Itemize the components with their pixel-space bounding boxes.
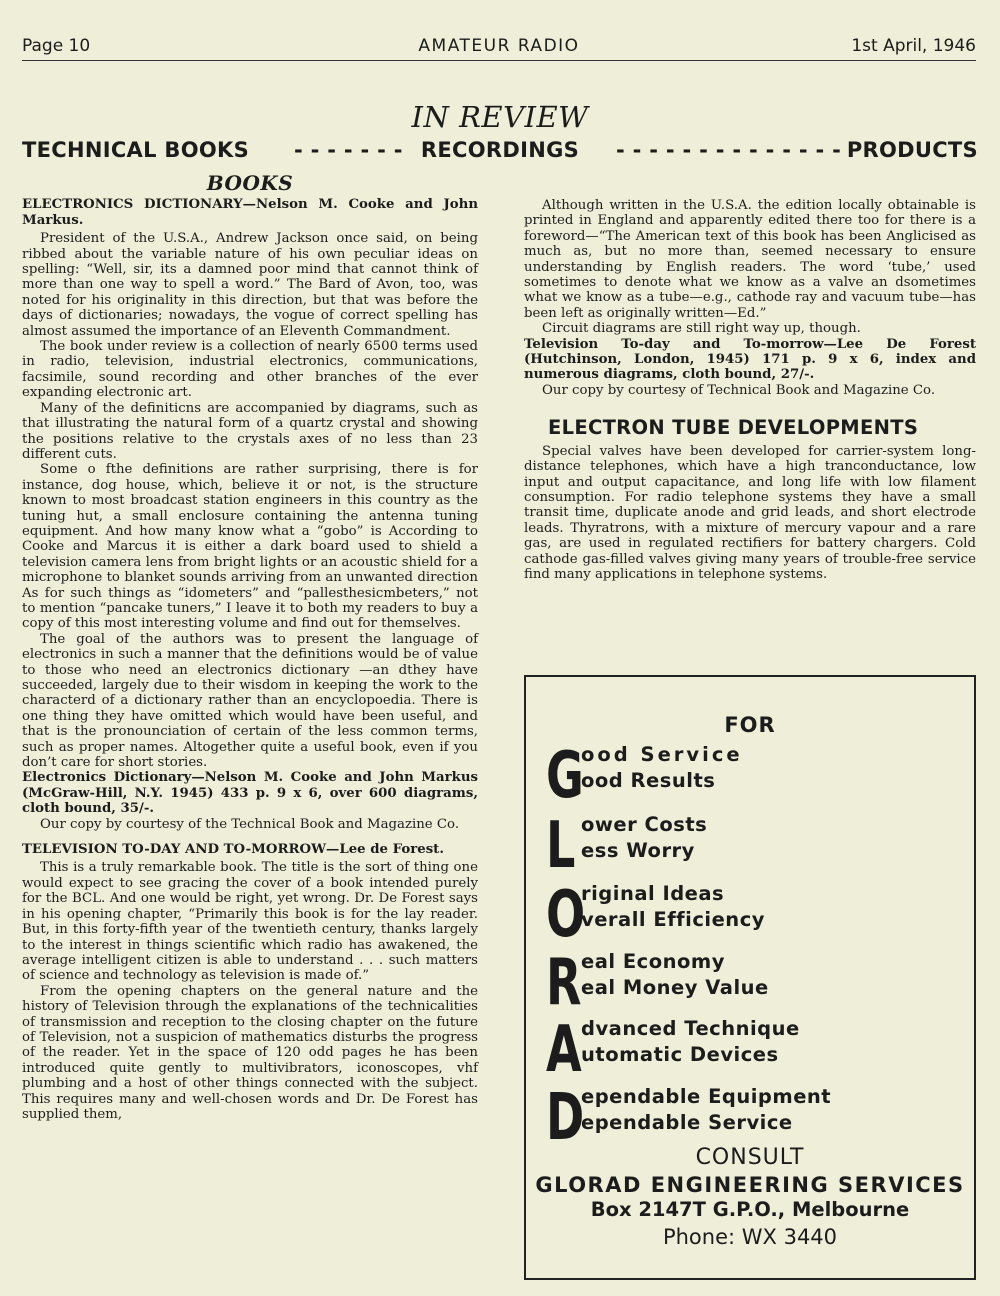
ad-consult: CONSULT [695,1145,805,1170]
book-reference: Electronics Dictionary—Nelson M. Cooke and John Markus (McGraw-Hill, N.Y. 1945) 433 p. 9 x 6, over 600 diagrams, cloth bound, 35/-. [22,770,478,817]
ad-initial: G [546,739,584,813]
ad-line: eal Money Value [581,976,769,999]
ad-group-g [546,739,964,813]
ad-line: ood Results [581,769,716,792]
ad-initial: R [546,946,582,1020]
glorad-advertisement [524,675,976,1280]
ad-company-name: GLORAD ENGINEERING SERVICES [535,1173,965,1197]
section-banner [22,138,978,168]
article-paragraph: The book under review is a collection of nearly 6500 terms used in radio, television, industrial electronics, communications, facsimile, sound recording and other branches of the ever expanding electronic art. [22,339,478,401]
issue-date: 1st April, 1946 [851,36,976,56]
ad-address: Box 2147T G.P.O., Melbourne [590,1198,910,1221]
left-column [22,172,478,1122]
ad-group-a [546,1013,964,1087]
ad-initial: A [546,1013,582,1087]
ad-line: riginal Ideas [581,882,725,905]
electron-tube-title: ELECTRON TUBE DEVELOPMENTS [548,416,919,440]
books-title: BOOKS [206,171,294,195]
article-paragraph: President of the U.S.A., Andrew Jackson once said, on being ribbed about the variable nature of his own peculiar ideas on spelling: “Well, sir, its a damned poor mind that cannot think of more than one way to spell a word.” The Bard of Avon, too, was noted for his originality in this direction, but that was before the days of dictionaries; nowadays, the vogue of correct spelling has almost assumed the importance of an Eleventh Commandment. [22,231,478,339]
electron-tube-text: Special valves have been developed for carrier-system long-distance telephones, which have a high tranconductance, low input and output capacitance, and long life with low filament consumption. For radio telephone systems they have a small transit time, duplicate anode and grid leads, and short electrode leads. Thyratrons, with a mixture of mercury vapour and a rare gas, are used in regulated rectifiers for battery chargers. Cold cathode gas-filled valves giving many years of trouble-free service find many applications in telephone systems. [524,443,976,582]
courtesy-note: Our copy by courtesy of the Technical Book and Magazine Co. [40,816,460,832]
magazine-title: AMATEUR RADIO [418,36,580,56]
ad-group-r [546,946,964,1020]
review-title: IN REVIEW [411,100,589,134]
page-number: Page 10 [22,36,91,56]
ad-line: ess Worry [581,839,695,862]
ad-line: ependable Equipment [581,1085,832,1108]
article-paragraph: Many of the definiticns are accompanied by diagrams, such as that illustrating the natural form of a quartz crystal and showing the positions relative to the crystals axes of no less than 23 different cuts. [22,400,478,462]
article-paragraph: Some o fthe definitions are rather surprising, there is for instance, dog house, which, believe it or not, is the structure known to most broadcast station engineers in this country as the tuning hut, a small enclosure containing the antenna tuning equipment. And how many know what a “gobo” is According to Cooke and Marcus it is either a dark board used to shield a television camera lens from bright lights or an acoustic shield for a microphone to blanket sounds arriving from an unwanted direction As for such things as “idometers” and “pallesthesicmbeters,” not to mention “pancake tuners,” I leave it to both my readers to buy a copy of this most interesting volume and find out for themselves. [22,462,478,632]
article-heading: TELEVISION TO-DAY AND TO-MORROW—Lee de Forest. [22,842,444,858]
right-column [524,198,976,582]
ad-line: ood Service [581,743,743,766]
ad-initial: O [546,878,586,952]
ad-line: ependable Service [581,1111,793,1134]
article-paragraph: This is a truly remarkable book. The title is the sort of thing one would expect to see gracing the cover of a book intended purely for the BCL. And one would be right, yet wrong. Dr. De Forest says in his opening chapter, “Primarily this book is for the lay reader. But, in this forty-fifth year of the twentieth century, thanks largely to the interest in things scientific which radio has awakened, the average intelligent citizen is able to understand . . . such matters of science and technology as television is made of.” [22,860,478,984]
section-products: PRODUCTS [846,138,978,162]
section-technical-books: TECHNICAL BOOKS [22,138,250,162]
ad-line: eal Economy [581,950,725,973]
page-header [22,34,976,61]
ad-line: verall Efficiency [581,908,765,931]
courtesy-note: Our copy by courtesy of Technical Book and Magazine Co. [542,382,936,398]
ad-group-o [546,878,964,952]
ad-line: ower Costs [581,813,708,836]
ad-line: dvanced Technique [581,1017,800,1040]
article-paragraph: Circuit diagrams are still right way up, though. [542,321,861,337]
ad-line: utomatic Devices [581,1043,779,1066]
article-paragraph: The goal of the authors was to present the language of electronics in such a manner that the definitions would be of value to those who need an electronics dictionary —an dthey have succeeded, largely due to their wisdom in keeping the work to the characterd of a dictionary rather than an encyclopoedia. There is one thing they have omitted which would have been useful, and that is the pronounciation of certain of the less common terms, such as proper names. Altogether quite a useful book, even if you don’t care for short stories. [22,631,478,771]
ad-for-label: FOR [724,713,776,737]
article-heading: ELECTRONICS DICTIONARY—Nelson M. Cooke and John Markus. [22,197,478,228]
ad-group-l [546,809,964,883]
section-recordings: RECORDINGS [420,138,580,162]
article-paragraph: From the opening chapters on the general nature and the history of Television through the explanations of the technicalities of transmission and reception to the closing chapter on the future of Television, not a suspicion of mathematics disturbs the progress of the reader. Yet in the space of 120 odd pages he has been introduced quite gently to multivibrators, iconoscopes, vhf plumbing and a host of other things connected with the subject. This requires many and well-chosen words and Dr. De Forest has supplied them, [22,983,478,1122]
ad-phone: Phone: WX 3440 [662,1225,838,1249]
article-paragraph: Although written in the U.S.A. the edition locally obtainable is printed in England and apparently edited there too for there is a foreword—“The American text of this book has been Anglicised as much as, but no more than, seemed necessary to ensure understanding by English readers. The word ‘tube,’ used sometimes to denote what we know as a valve an dsometimes what we know as a tube—e.g., cathode ray and vacuum tube—has been left as originally written—Ed.” [524,198,976,321]
ad-initial: L [546,809,576,883]
section-dashes-right: - - - - - - - - - - - - - - [616,138,842,162]
ad-group-d [546,1081,964,1155]
book-reference: Television To-day and To-morrow—Lee De Forest (Hutchinson, London, 1945) 171 p. 9 x 6, index and numerous diagrams, cloth bound, 27/-. [524,336,976,383]
ad-initial: D [546,1081,585,1155]
section-dashes-left: - - - - - - - [294,138,403,162]
